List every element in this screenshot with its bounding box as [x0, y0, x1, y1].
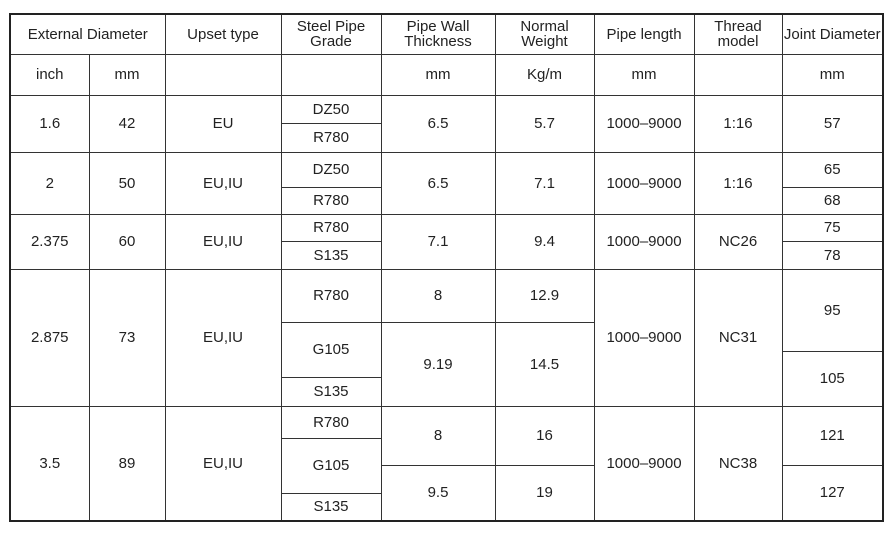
- cell-upset: EU,IU: [165, 269, 281, 406]
- cell-weight: 5.7: [495, 95, 594, 152]
- cell-joint: 121: [782, 406, 883, 465]
- cell-thread: NC31: [694, 269, 782, 406]
- unit-upset-empty: [165, 54, 281, 95]
- cell-joint: 78: [782, 241, 883, 269]
- cell-inch: 3.5: [10, 406, 89, 521]
- header-external-diameter: External Diameter: [10, 14, 165, 54]
- cell-weight: 12.9: [495, 269, 594, 322]
- cell-upset: EU,IU: [165, 152, 281, 214]
- cell-weight: 14.5: [495, 322, 594, 406]
- cell-length: 1000–9000: [594, 95, 694, 152]
- cell-upset: EU,IU: [165, 214, 281, 269]
- cell-grade: DZ50: [281, 95, 381, 123]
- drill-pipe-spec-table: [9, 13, 884, 522]
- unit-grade-empty: [281, 54, 381, 95]
- table-row: [10, 152, 883, 187]
- cell-wall: 8: [381, 406, 495, 465]
- cell-weight: 9.4: [495, 214, 594, 269]
- cell-wall: 9.19: [381, 322, 495, 406]
- cell-upset: EU,IU: [165, 406, 281, 521]
- cell-joint: 65: [782, 152, 883, 187]
- cell-thread: NC38: [694, 406, 782, 521]
- table-row: [10, 214, 883, 241]
- table-row: [10, 406, 883, 438]
- cell-joint: 127: [782, 465, 883, 521]
- table-row: [10, 95, 883, 123]
- cell-mm: 60: [89, 214, 165, 269]
- cell-inch: 2.375: [10, 214, 89, 269]
- cell-wall: 9.5: [381, 465, 495, 521]
- cell-length: 1000–9000: [594, 269, 694, 406]
- cell-grade: R780: [281, 214, 381, 241]
- cell-upset: EU: [165, 95, 281, 152]
- unit-thread-empty: [694, 54, 782, 95]
- header-row: [10, 14, 883, 54]
- cell-inch: 2.875: [10, 269, 89, 406]
- cell-length: 1000–9000: [594, 214, 694, 269]
- cell-wall: 7.1: [381, 214, 495, 269]
- cell-joint: 57: [782, 95, 883, 152]
- cell-thread: 1:16: [694, 95, 782, 152]
- header-wall-thickness: Pipe Wall Thickness: [381, 14, 495, 54]
- header-pipe-length: Pipe length: [594, 14, 694, 54]
- cell-mm: 42: [89, 95, 165, 152]
- cell-weight: 19: [495, 465, 594, 521]
- cell-grade: R780: [281, 269, 381, 322]
- cell-thread: 1:16: [694, 152, 782, 214]
- header-normal-weight: Normal Weight: [495, 14, 594, 54]
- table-row: [10, 269, 883, 322]
- cell-joint: 68: [782, 187, 883, 214]
- cell-grade: G105: [281, 322, 381, 377]
- cell-grade: S135: [281, 493, 381, 521]
- header-joint-diameter: Joint Diameter: [782, 14, 883, 54]
- header-upset-type: Upset type: [165, 14, 281, 54]
- cell-grade: S135: [281, 377, 381, 406]
- cell-grade: R780: [281, 123, 381, 152]
- cell-grade: S135: [281, 241, 381, 269]
- cell-length: 1000–9000: [594, 406, 694, 521]
- cell-wall: 6.5: [381, 95, 495, 152]
- cell-grade: DZ50: [281, 152, 381, 187]
- cell-wall: 8: [381, 269, 495, 322]
- cell-grade: R780: [281, 187, 381, 214]
- cell-inch: 2: [10, 152, 89, 214]
- unit-od-mm: mm: [89, 54, 165, 95]
- unit-row: [10, 54, 883, 95]
- cell-joint: 75: [782, 214, 883, 241]
- cell-weight: 7.1: [495, 152, 594, 214]
- cell-inch: 1.6: [10, 95, 89, 152]
- cell-mm: 73: [89, 269, 165, 406]
- unit-length-mm: mm: [594, 54, 694, 95]
- unit-wall-mm: mm: [381, 54, 495, 95]
- cell-grade: G105: [281, 438, 381, 493]
- cell-mm: 50: [89, 152, 165, 214]
- unit-inch: inch: [10, 54, 89, 95]
- cell-grade: R780: [281, 406, 381, 438]
- header-steel-grade: Steel Pipe Grade: [281, 14, 381, 54]
- header-thread-model: Thread model: [694, 14, 782, 54]
- cell-thread: NC26: [694, 214, 782, 269]
- unit-joint-mm: mm: [782, 54, 883, 95]
- cell-weight: 16: [495, 406, 594, 465]
- cell-mm: 89: [89, 406, 165, 521]
- cell-length: 1000–9000: [594, 152, 694, 214]
- cell-joint: 95: [782, 269, 883, 351]
- cell-wall: 6.5: [381, 152, 495, 214]
- unit-weight: Kg/m: [495, 54, 594, 95]
- cell-joint: 105: [782, 351, 883, 406]
